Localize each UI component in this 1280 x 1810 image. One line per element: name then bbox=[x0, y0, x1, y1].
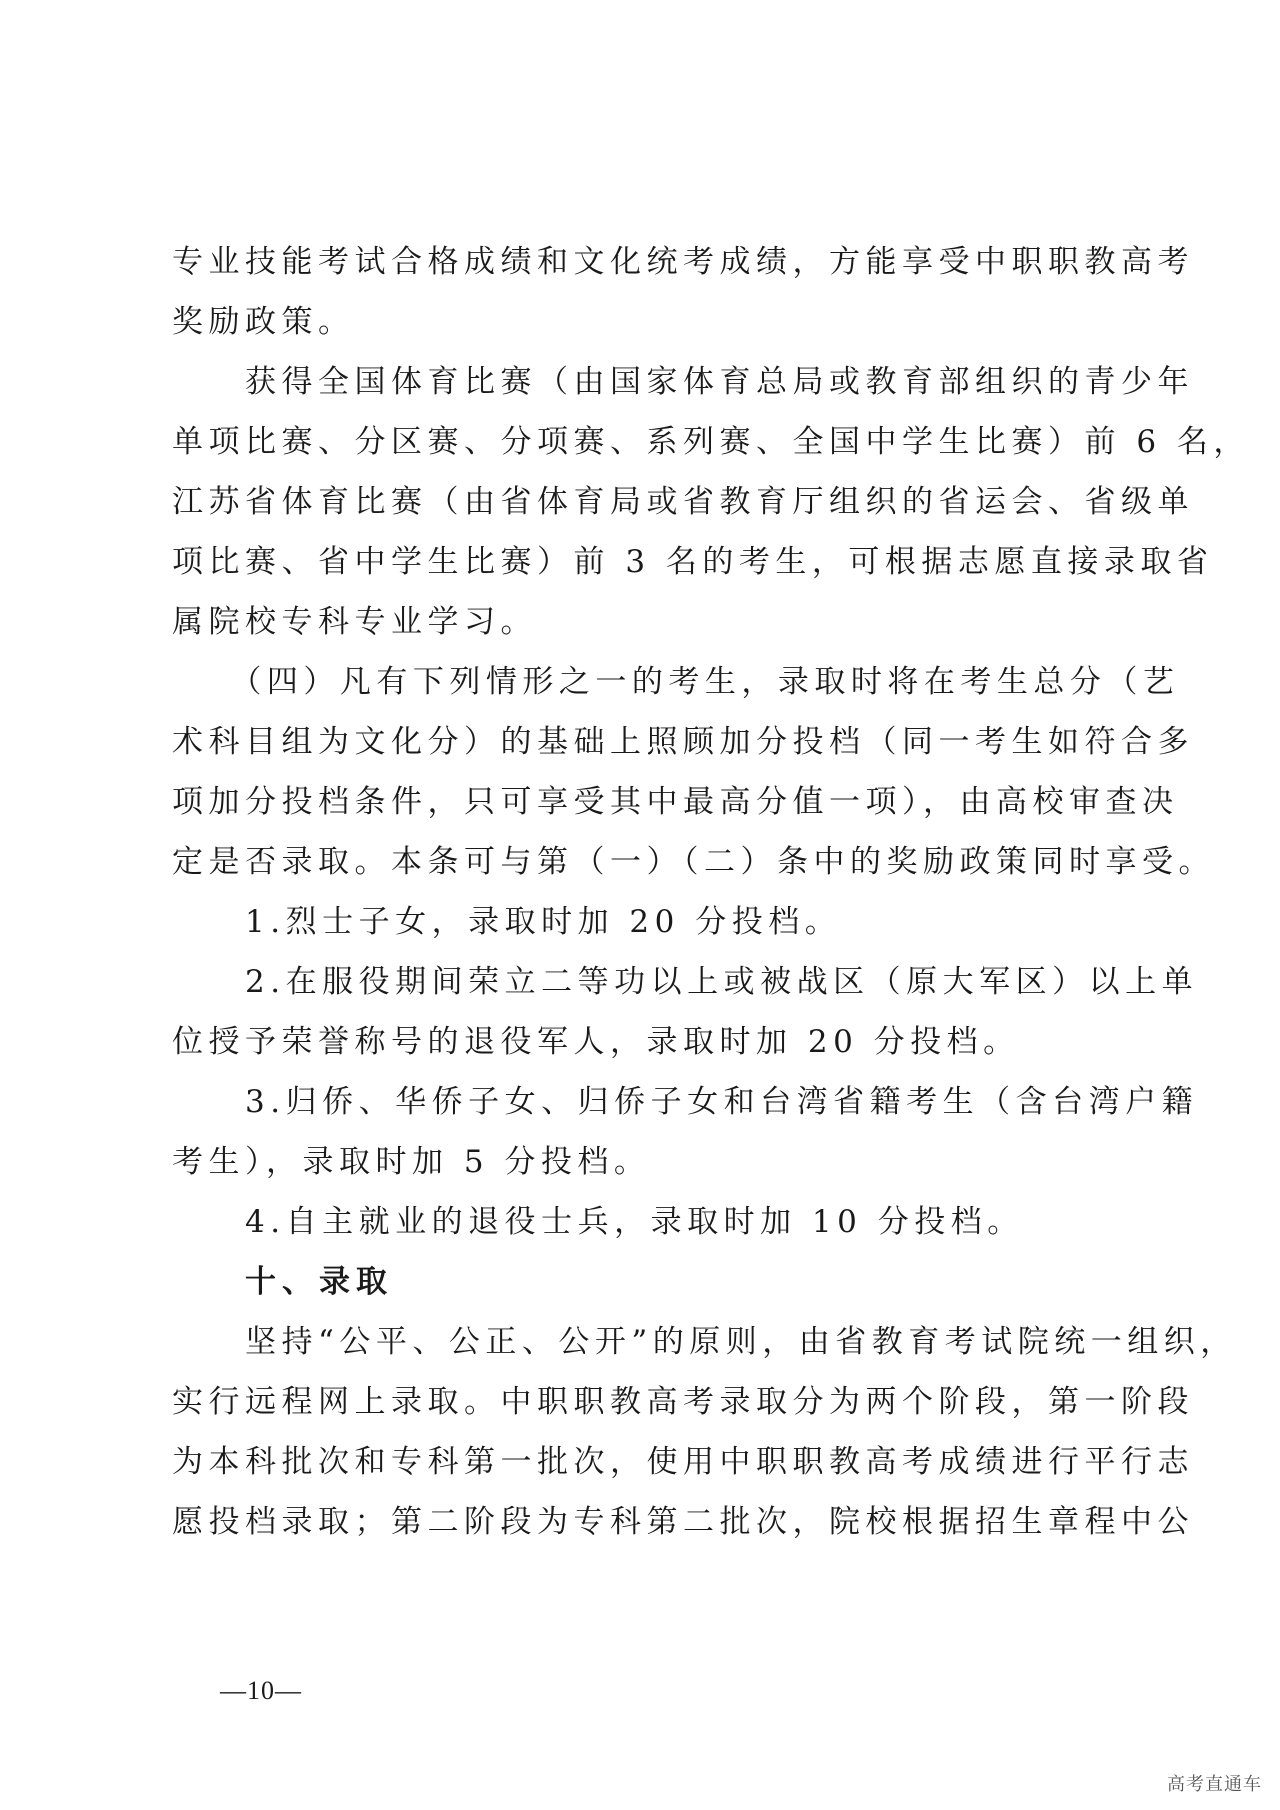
paragraph-line: 愿投档录取；第二阶段为专科第二批次，院校根据招生章程中公 bbox=[172, 1504, 1194, 1540]
paragraph-line: （四）凡有下列情形之一的考生，录取时将在考生总分（艺 bbox=[230, 664, 1180, 700]
paragraph-line: 术科目组为文化分）的基础上照顾加分投档（同一考生如符合多 bbox=[172, 724, 1194, 760]
paragraph-line: 为本科批次和专科第一批次，使用中职职教高考成绩进行平行志 bbox=[172, 1444, 1194, 1480]
paragraph-line: 定是否录取。本条可与第（一）（二）条中的奖励政策同时享受。 bbox=[172, 844, 1215, 880]
paragraph-line: 属院校专科专业学习。 bbox=[172, 604, 537, 640]
paragraph-line: 1.烈士子女，录取时加 20 分投档。 bbox=[245, 904, 842, 940]
paragraph-line: 项比赛、省中学生比赛）前 3 名的考生，可根据志愿直接录取省 bbox=[172, 544, 1214, 580]
paragraph-line: 3.归侨、华侨子女、归侨子女和台湾省籍考生（含台湾户籍 bbox=[245, 1084, 1199, 1120]
paragraph-line: 4.自主就业的退役士兵，录取时加 10 分投档。 bbox=[245, 1204, 1024, 1240]
paragraph-line: 实行远程网上录取。中职职教高考录取分为两个阶段，第一阶段 bbox=[172, 1384, 1194, 1420]
paragraph-line: 单项比赛、分区赛、分项赛、系列赛、全国中学生比赛）前 6 名， bbox=[172, 424, 1250, 460]
section-heading: 十、录取 bbox=[245, 1264, 393, 1300]
paragraph-line: 项加分投档条件，只可享受其中最高分值一项），由高校审查决 bbox=[172, 784, 1179, 820]
paragraph-line: 坚持“公平、公正、公开”的原则，由省教育考试院统一组织， bbox=[245, 1324, 1237, 1360]
paragraph-line: 获得全国体育比赛（由国家体育总局或教育部组织的青少年 bbox=[245, 364, 1194, 400]
watermark: 高考直通车 bbox=[1167, 1774, 1262, 1795]
paragraph-line: 奖励政策。 bbox=[172, 304, 355, 340]
paragraph-line: 考生），录取时加 5 分投档。 bbox=[172, 1144, 651, 1180]
paragraph-line: 专业技能考试合格成绩和文化统考成绩，方能享受中职职教高考 bbox=[172, 244, 1194, 280]
document-body bbox=[172, 232, 1250, 1552]
page-number: —10— bbox=[220, 1676, 302, 1705]
paragraph-line: 江苏省体育比赛（由省体育局或省教育厅组织的省运会、省级单 bbox=[172, 484, 1194, 520]
paragraph-line: 位授予荣誉称号的退役军人，录取时加 20 分投档。 bbox=[172, 1024, 1020, 1060]
paragraph-line: 2.在服役期间荣立二等功以上或被战区（原大军区）以上单 bbox=[245, 964, 1199, 1000]
